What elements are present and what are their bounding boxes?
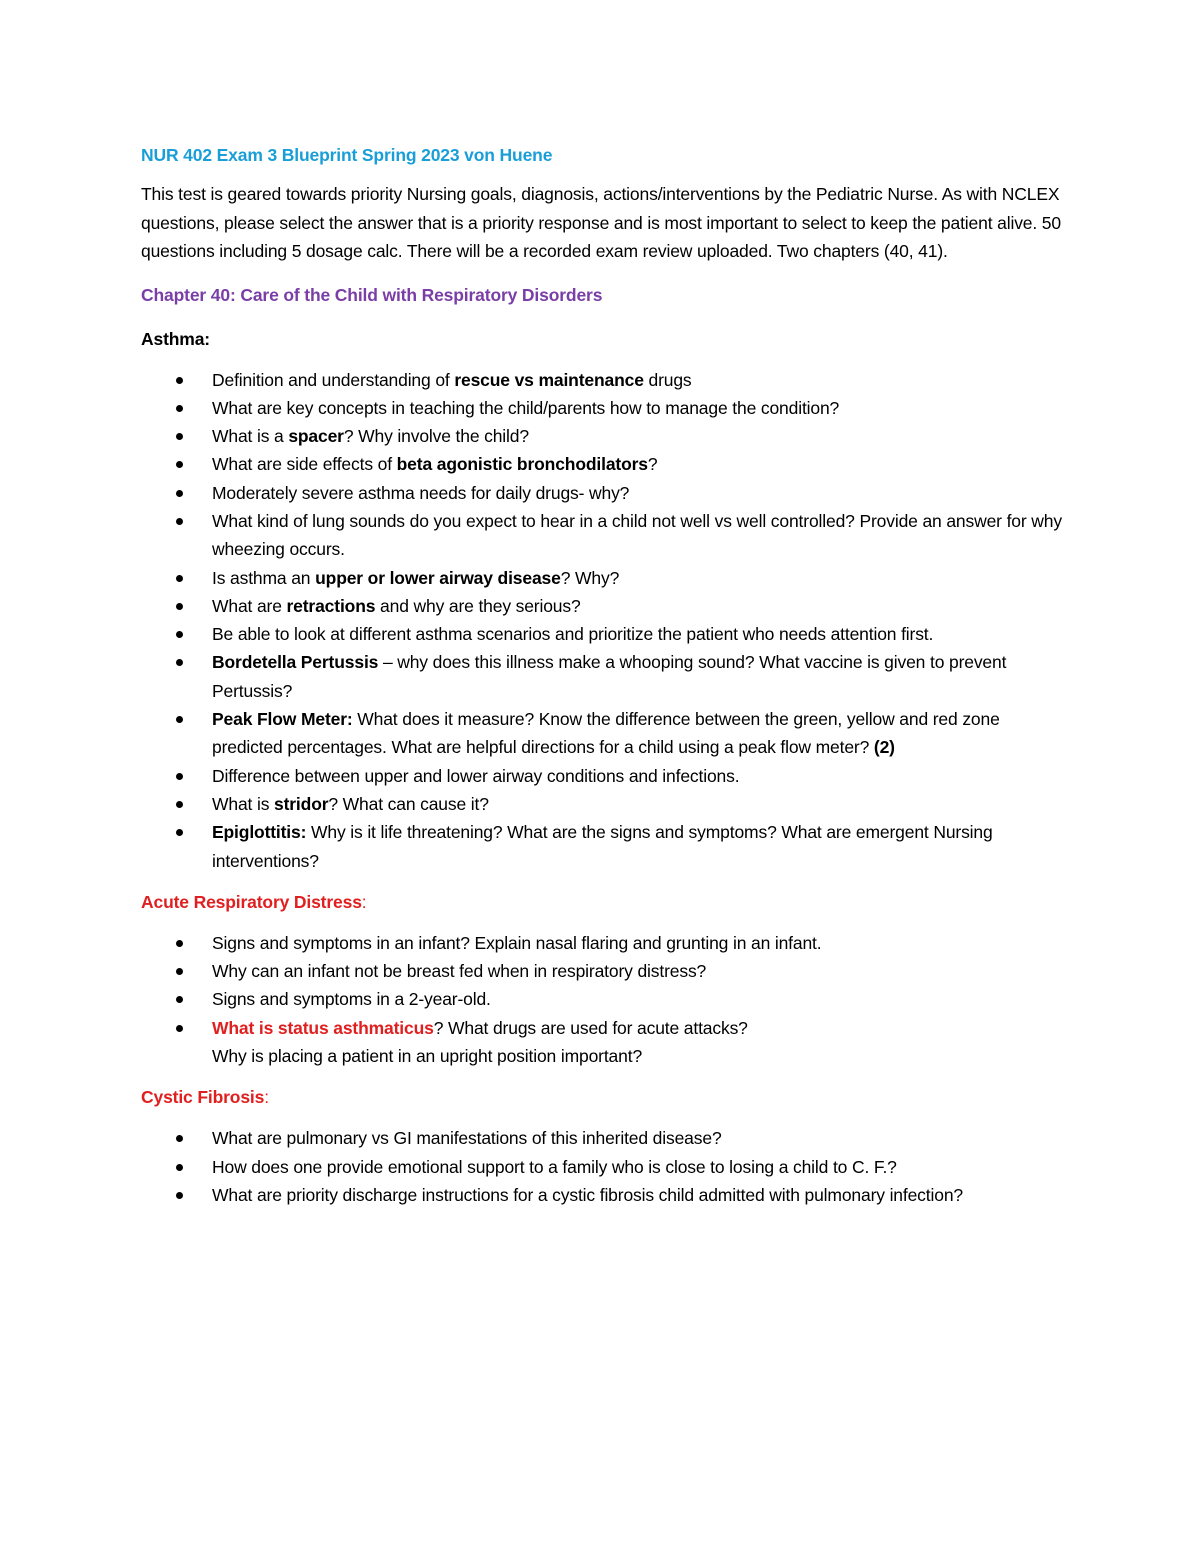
list-item: [141, 762, 1071, 790]
item-text: drugs: [643, 369, 692, 390]
item-text: Definition and understanding of: [212, 369, 455, 390]
item-text: Be able to look at different asthma scenarios and prioritize the patient who needs attention first.: [212, 624, 934, 645]
item-text: What are key concepts in teaching the child/parents how to manage the condition?: [212, 397, 840, 418]
bold-text: Bordetella Pertussis: [212, 652, 379, 673]
item-text: Why is it life threatening? What are the signs and symptoms? What are emergent Nursing interventions?: [212, 822, 993, 871]
status-line2-text: Why is placing a patient in an upright position important?: [212, 1046, 643, 1067]
bold-text: retractions: [286, 595, 376, 616]
ard-heading: [141, 887, 1071, 917]
list-item: [141, 507, 1071, 564]
ard-heading-colon: :: [361, 891, 367, 912]
item-text: Moderately severe asthma needs for daily drugs- why?: [212, 482, 630, 503]
bold-text: stridor: [274, 793, 329, 814]
list-item: Signs and symptoms in a 2-year-old.: [141, 985, 1071, 1013]
item-text: ? Why?: [560, 567, 620, 588]
ard-list: [141, 929, 1071, 1070]
item-text: What does it measure? Know the difference between the green, yellow and red zone predicted percentages. What are helpful directions for a child using a peak flow meter?: [212, 709, 1000, 758]
bold-text: upper or lower airway disease: [315, 567, 561, 588]
chapter-heading: Chapter 40: Care of the Child with Respiratory Disorders: [141, 284, 603, 305]
list-item: [141, 422, 1071, 450]
list-item: [141, 620, 1071, 648]
item-text: What is: [212, 793, 275, 814]
list-item: [141, 705, 1071, 762]
list-item: [141, 450, 1071, 478]
item-text: What are side effects of: [212, 454, 397, 475]
list-item: How does one provide emotional support to a family who is close to losing a child to C. F.?: [141, 1153, 1071, 1181]
item-text: ? What can cause it?: [328, 793, 489, 814]
item-text: Difference between upper and lower airway conditions and infections.: [212, 765, 740, 786]
status-rest-text: ? What drugs are used for acute attacks?: [433, 1017, 748, 1038]
list-item: [141, 394, 1071, 422]
item-text: What is a: [212, 426, 289, 447]
list-item: [141, 648, 1071, 705]
item-text: ? Why involve the child?: [343, 426, 529, 447]
asthma-list: [141, 366, 1071, 875]
intro-paragraph: This test is geared towards priority Nursing goals, diagnosis, actions/interventions by the Pediatric Nurse. As with NCLEX questions, please select the answer that is a priority response and is most important to select to keep the patient alive. 50 questions including 5 dosage calc. There will be a recorded exam review uploaded. Two chapters (40, 41).: [141, 184, 1061, 261]
cf-heading-colon: :: [264, 1087, 269, 1108]
item-text: Is asthma an: [212, 567, 316, 588]
bold-text: (2): [873, 737, 895, 758]
bold-text: Epiglottitis:: [212, 822, 307, 843]
cf-heading-text: Cystic Fibrosis: [141, 1087, 265, 1108]
bold-text: rescue vs maintenance: [454, 369, 644, 390]
bold-text: beta agonistic bronchodilators: [396, 454, 648, 475]
item-text: – why does this illness make a whooping sound? What vaccine is given to prevent Pertussis?: [212, 652, 1007, 701]
asthma-heading: Asthma:: [141, 328, 210, 349]
cf-list: [141, 1124, 1071, 1209]
list-item: Why can an infant not be breast fed when in respiratory distress?: [141, 957, 1071, 985]
list-item: Signs and symptoms in an infant? Explain nasal flaring and grunting in an infant.: [141, 929, 1071, 957]
list-item: [141, 366, 1071, 394]
status-asthmaticus-text: What is status asthmaticus: [212, 1017, 434, 1038]
ard-heading-text: Acute Respiratory Distress: [141, 891, 362, 912]
item-text: and why are they serious?: [375, 595, 581, 616]
document-content: [141, 140, 1071, 1221]
cf-heading: [141, 1082, 1071, 1112]
bold-text: Peak Flow Meter:: [212, 709, 353, 730]
item-text: What are: [212, 595, 287, 616]
item-text: ?: [647, 454, 658, 475]
list-item: What are priority discharge instructions for a cystic fibrosis child admitted with pulmonary infection?: [141, 1181, 1071, 1209]
list-item: [141, 1014, 1071, 1071]
list-item: [141, 564, 1071, 592]
list-item: [141, 790, 1071, 818]
list-item: [141, 479, 1071, 507]
list-item: [141, 592, 1071, 620]
list-item: What are pulmonary vs GI manifestations of this inherited disease?: [141, 1124, 1071, 1152]
bold-text: spacer: [288, 426, 344, 447]
item-text: What kind of lung sounds do you expect to hear in a child not well vs well controlled? Provide an answer for why wheezing occurs.: [212, 510, 1062, 560]
document-title: NUR 402 Exam 3 Blueprint Spring 2023 von Huene: [141, 145, 553, 165]
list-item: [141, 818, 1071, 875]
